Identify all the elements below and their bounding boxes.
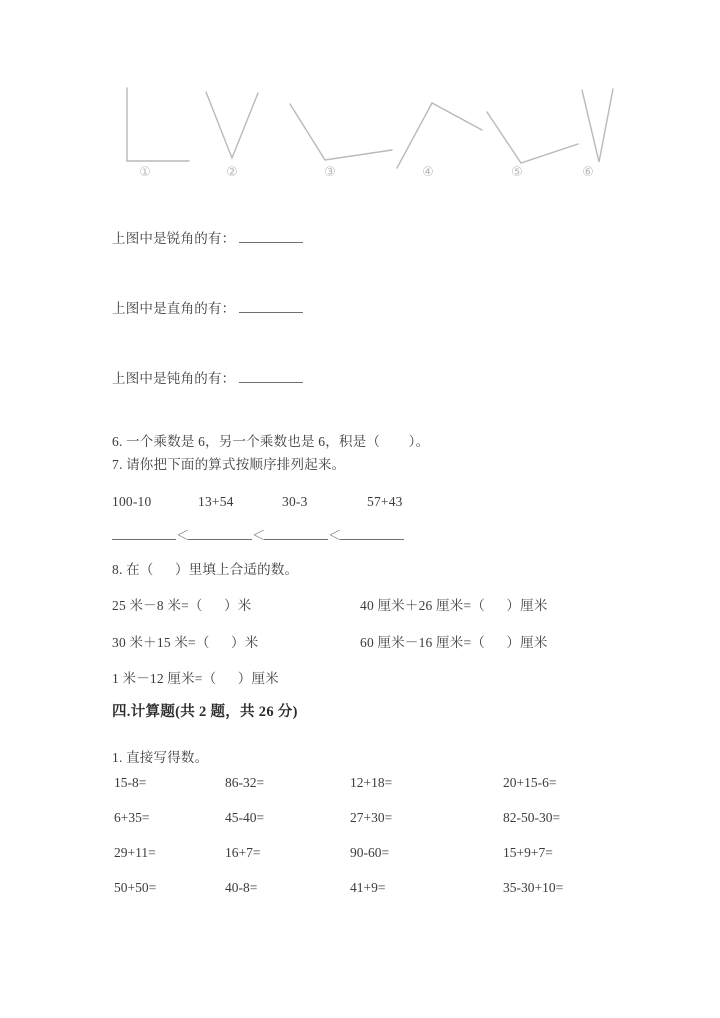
calc-cell: 20+15-6= xyxy=(503,775,557,790)
q8-row-2-left: 30 米＋15 米=（ ）米 xyxy=(112,635,259,650)
calc-cell: 27+30= xyxy=(350,810,393,825)
q7-comparator-2: ＜ xyxy=(252,528,266,543)
figure-3-obtuse-angle xyxy=(290,104,392,160)
calc-row xyxy=(112,845,588,880)
figure-label-2: ② xyxy=(226,165,238,180)
figure-5-obtuse-angle xyxy=(487,112,578,163)
question-8: 8. 在（ ）里填上合适的数。 xyxy=(112,562,299,577)
figure-label-4: ④ xyxy=(422,165,434,180)
calc-cell: 41+9= xyxy=(350,880,386,895)
figure-label-5: ⑤ xyxy=(511,165,523,180)
calc-cell: 16+7= xyxy=(225,845,261,860)
figure-label-6: ⑥ xyxy=(582,165,594,180)
figure-4-obtuse-angle xyxy=(397,103,482,168)
acute-angle-answer-blank[interactable] xyxy=(239,231,303,243)
obtuse-angle-answer-blank[interactable] xyxy=(239,371,303,383)
q7-expression-2: 13+54 xyxy=(198,494,234,509)
calc-cell: 40-8= xyxy=(225,880,258,895)
calc-cell: 50+50= xyxy=(114,880,157,895)
calc-cell: 6+35= xyxy=(114,810,150,825)
question-7-expressions xyxy=(112,492,403,512)
calc-cell: 15-8= xyxy=(114,775,147,790)
q7-expression-3: 30-3 xyxy=(282,494,308,509)
q7-expression-4: 57+43 xyxy=(367,494,403,509)
q8-row-3-left: 1 米－12 厘米=（ ）厘米 xyxy=(112,671,279,686)
calc-row xyxy=(112,775,588,810)
figure-6-acute-angle xyxy=(582,89,613,162)
calc-cell: 86-32= xyxy=(225,775,265,790)
q8-row-1-right: 40 厘米＋26 厘米=（ ）厘米 xyxy=(360,598,548,613)
q8-row-2-right: 60 厘米－16 厘米=（ ）厘米 xyxy=(360,635,548,650)
q7-blank-1[interactable] xyxy=(112,528,176,540)
right-angle-question xyxy=(112,299,303,319)
obtuse-angle-question xyxy=(112,369,303,389)
figure-labels-row xyxy=(110,166,620,190)
acute-angle-question-text: 上图中是锐角的有： xyxy=(112,231,236,246)
q7-comparator-1: ＜ xyxy=(176,528,190,543)
right-angle-answer-blank[interactable] xyxy=(239,301,303,313)
calc-cell: 90-60= xyxy=(350,845,390,860)
q7-blank-3[interactable] xyxy=(264,528,328,540)
right-angle-question-text: 上图中是直角的有： xyxy=(112,301,236,316)
calc-cell: 35-30+10= xyxy=(503,880,564,895)
calc-row xyxy=(112,880,588,915)
figure-2-acute-angle xyxy=(206,92,258,158)
question-6: 6. 一个乘数是 6，另一个乘数也是 6，积是（ ）。 xyxy=(112,434,430,449)
obtuse-angle-question-text: 上图中是钝角的有： xyxy=(112,371,236,386)
question-7: 7. 请你把下面的算式按顺序排列起来。 xyxy=(112,457,346,472)
figure-1-right-angle xyxy=(127,88,189,161)
q7-expression-1: 100-10 xyxy=(112,494,152,509)
calc-row xyxy=(112,810,588,845)
q7-blank-2[interactable] xyxy=(188,528,252,540)
calc-cell: 29+11= xyxy=(114,845,156,860)
q8-row-1-left: 25 米－8 米=（ ）米 xyxy=(112,598,252,613)
calc-cell: 15+9+7= xyxy=(503,845,553,860)
acute-angle-question xyxy=(112,229,303,249)
section-four-q1-label: 1. 直接写得数。 xyxy=(112,750,209,765)
figure-label-1: ① xyxy=(139,165,151,180)
calc-cell: 12+18= xyxy=(350,775,393,790)
calc-cell: 82-50-30= xyxy=(503,810,561,825)
q7-comparator-3: ＜ xyxy=(328,528,342,543)
q7-blank-4[interactable] xyxy=(340,528,404,540)
question-7-answer-line xyxy=(112,524,404,544)
calc-cell: 45-40= xyxy=(225,810,265,825)
calculation-grid xyxy=(112,775,588,915)
figure-label-3: ③ xyxy=(324,165,336,180)
section-four-heading: 四.计算题(共 2 题，共 26 分) xyxy=(112,704,298,720)
